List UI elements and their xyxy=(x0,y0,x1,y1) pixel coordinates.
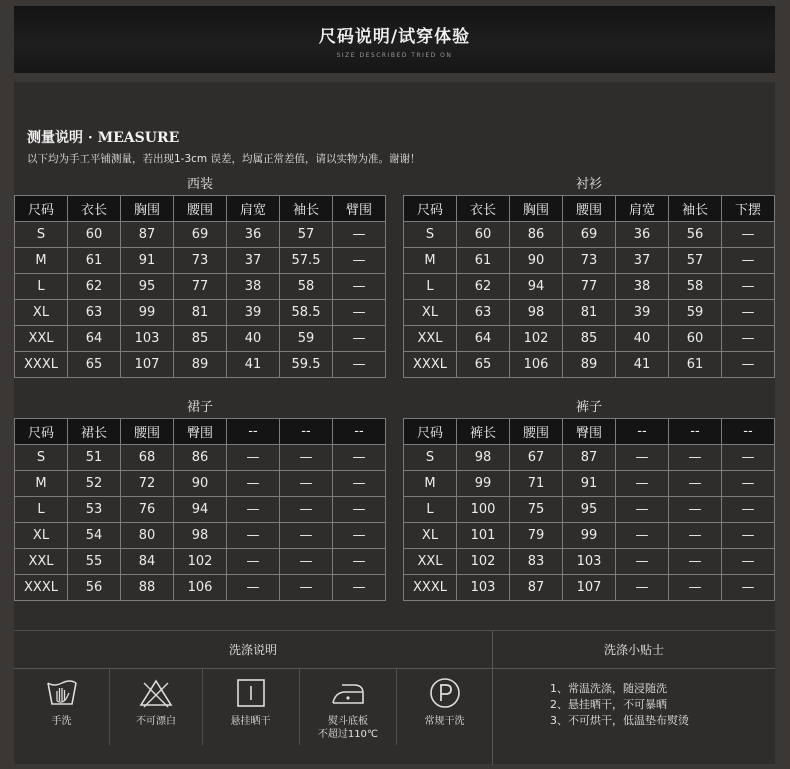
column-header: 尺码 xyxy=(404,419,457,445)
suit-caption: 西装 xyxy=(186,177,213,192)
wash-tips-list xyxy=(550,681,689,729)
table-cell: — xyxy=(669,471,722,497)
column-header: 腰围 xyxy=(174,196,227,222)
table-cell: 65 xyxy=(68,352,121,378)
table-cell: — xyxy=(669,575,722,601)
table-cell: — xyxy=(333,445,386,471)
dry-clean-icon xyxy=(427,677,463,709)
table-cell: L xyxy=(404,274,457,300)
table-cell: 85 xyxy=(174,326,227,352)
table-cell: 60 xyxy=(669,326,722,352)
table-cell: 38 xyxy=(227,274,280,300)
table-cell: 76 xyxy=(121,497,174,523)
table-cell: 103 xyxy=(121,326,174,352)
column-header: 胸围 xyxy=(121,196,174,222)
table-cell: 36 xyxy=(227,222,280,248)
table-cell: 75 xyxy=(510,497,563,523)
table-cell: 88 xyxy=(121,575,174,601)
table-cell: 53 xyxy=(68,497,121,523)
table-cell: L xyxy=(404,497,457,523)
suit-size-table xyxy=(14,195,386,378)
table-cell: — xyxy=(616,471,669,497)
table-cell: 80 xyxy=(121,523,174,549)
table-row xyxy=(404,222,775,248)
table-cell: 58 xyxy=(669,274,722,300)
table-cell: 103 xyxy=(563,549,616,575)
table-cell: 61 xyxy=(457,248,510,274)
table-cell: 94 xyxy=(174,497,227,523)
column-header: 裙长 xyxy=(68,419,121,445)
column-header: 臂围 xyxy=(333,196,386,222)
table-cell: 61 xyxy=(68,248,121,274)
table-cell: 90 xyxy=(510,248,563,274)
table-cell: 40 xyxy=(616,326,669,352)
table-cell: — xyxy=(333,274,386,300)
table-cell: 87 xyxy=(510,575,563,601)
table-cell: 59 xyxy=(669,300,722,326)
shirt-size-table xyxy=(403,195,775,378)
table-row xyxy=(404,523,775,549)
table-cell: 51 xyxy=(68,445,121,471)
table-cell: — xyxy=(227,523,280,549)
table-cell: 89 xyxy=(563,352,616,378)
table-cell: 86 xyxy=(510,222,563,248)
hang-dry-icon xyxy=(233,677,269,709)
table-cell: — xyxy=(722,248,775,274)
table-cell: XXXL xyxy=(404,575,457,601)
column-header: 胸围 xyxy=(510,196,563,222)
table-cell: 58.5 xyxy=(280,300,333,326)
dry-clean-item xyxy=(397,669,492,745)
table-row xyxy=(15,352,386,378)
table-cell: 71 xyxy=(510,471,563,497)
table-cell: 86 xyxy=(174,445,227,471)
column-header: 下摆 xyxy=(722,196,775,222)
table-cell: — xyxy=(333,497,386,523)
table-cell: — xyxy=(333,575,386,601)
table-cell: XXL xyxy=(15,326,68,352)
table-cell: — xyxy=(333,352,386,378)
table-cell: 98 xyxy=(174,523,227,549)
table-cell: XL xyxy=(404,523,457,549)
no-bleach-label: 不可漂白 xyxy=(136,716,176,727)
table-cell: XXXL xyxy=(15,575,68,601)
table-cell: 65 xyxy=(457,352,510,378)
table-cell: XL xyxy=(15,300,68,326)
table-cell: 98 xyxy=(457,445,510,471)
column-header: 腰围 xyxy=(563,196,616,222)
column-header: 尺码 xyxy=(404,196,457,222)
table-cell: 41 xyxy=(227,352,280,378)
column-header: 腰围 xyxy=(510,419,563,445)
table-cell: S xyxy=(15,445,68,471)
hang-dry-label: 悬挂晒干 xyxy=(230,716,271,727)
table-cell: — xyxy=(722,445,775,471)
table-cell: XXL xyxy=(15,549,68,575)
no-bleach-item xyxy=(110,669,202,745)
table-cell: — xyxy=(616,445,669,471)
table-row xyxy=(404,497,775,523)
table-cell: 102 xyxy=(174,549,227,575)
table-cell: 57.5 xyxy=(280,248,333,274)
table-cell: L xyxy=(15,274,68,300)
table-header-row xyxy=(404,196,775,222)
table-cell: 56 xyxy=(669,222,722,248)
table-row xyxy=(15,575,386,601)
table-cell: M xyxy=(15,471,68,497)
table-cell: 54 xyxy=(68,523,121,549)
table-cell: 107 xyxy=(121,352,174,378)
skirt-size-table xyxy=(14,418,386,601)
table-cell: 63 xyxy=(457,300,510,326)
hand-wash-icon xyxy=(44,677,80,709)
table-header-row xyxy=(404,419,775,445)
table-cell: S xyxy=(15,222,68,248)
table-cell: — xyxy=(616,523,669,549)
table-cell: 39 xyxy=(227,300,280,326)
pants-caption: 裤子 xyxy=(575,400,602,415)
table-cell: — xyxy=(616,575,669,601)
table-cell: — xyxy=(227,575,280,601)
table-cell: — xyxy=(280,575,333,601)
column-header: -- xyxy=(669,419,722,445)
table-row xyxy=(15,497,386,523)
wash-tips-title: 洗涤小贴士 xyxy=(603,643,664,657)
table-row xyxy=(404,445,775,471)
column-header: 臀围 xyxy=(174,419,227,445)
table-cell: — xyxy=(333,248,386,274)
table-cell: 99 xyxy=(563,523,616,549)
column-header: 衣长 xyxy=(68,196,121,222)
table-cell: XXL xyxy=(404,326,457,352)
table-cell: 69 xyxy=(563,222,616,248)
column-header: 尺码 xyxy=(15,419,68,445)
table-cell: 81 xyxy=(174,300,227,326)
table-cell: XXL xyxy=(404,549,457,575)
table-cell: L xyxy=(15,497,68,523)
table-cell: 79 xyxy=(510,523,563,549)
table-cell: 102 xyxy=(510,326,563,352)
table-cell: — xyxy=(722,523,775,549)
table-cell: 63 xyxy=(68,300,121,326)
table-cell: 87 xyxy=(121,222,174,248)
table-cell: 73 xyxy=(563,248,616,274)
table-row xyxy=(15,300,386,326)
iron-icon xyxy=(330,677,366,709)
table-cell: — xyxy=(227,445,280,471)
iron-label xyxy=(300,715,396,741)
table-cell: — xyxy=(227,549,280,575)
table-cell: — xyxy=(280,445,333,471)
table-cell: 72 xyxy=(121,471,174,497)
table-cell: — xyxy=(722,326,775,352)
table-cell: 101 xyxy=(457,523,510,549)
column-header: -- xyxy=(616,419,669,445)
column-header: -- xyxy=(280,419,333,445)
skirt-caption: 裙子 xyxy=(186,400,213,415)
table-cell: — xyxy=(669,523,722,549)
table-cell: — xyxy=(280,549,333,575)
table-row xyxy=(15,274,386,300)
table-cell: 52 xyxy=(68,471,121,497)
table-cell: — xyxy=(669,497,722,523)
table-row xyxy=(15,248,386,274)
table-cell: — xyxy=(722,274,775,300)
shirt-caption: 衬衫 xyxy=(575,177,602,192)
banner-subtitle: SIZE DESCRIBED TRIED ON xyxy=(336,52,453,59)
table-cell: — xyxy=(722,300,775,326)
table-cell: — xyxy=(333,222,386,248)
table-cell: 81 xyxy=(563,300,616,326)
table-cell: 89 xyxy=(174,352,227,378)
iron-label-line2: 不超过110℃ xyxy=(317,729,379,740)
table-cell: 85 xyxy=(563,326,616,352)
table-cell: — xyxy=(280,497,333,523)
table-cell: — xyxy=(616,497,669,523)
table-cell: S xyxy=(404,222,457,248)
table-cell: 103 xyxy=(457,575,510,601)
table-cell: 95 xyxy=(121,274,174,300)
table-cell: — xyxy=(227,471,280,497)
table-cell: 91 xyxy=(563,471,616,497)
table-row xyxy=(404,274,775,300)
banner-title: 尺码说明/试穿体验 xyxy=(318,27,471,47)
table-header-row xyxy=(15,196,386,222)
column-header: -- xyxy=(227,419,280,445)
table-cell: — xyxy=(722,497,775,523)
table-cell: 106 xyxy=(174,575,227,601)
measure-title: 测量说明 · MEASURE xyxy=(27,130,180,146)
column-header: -- xyxy=(333,419,386,445)
column-header: 肩宽 xyxy=(227,196,280,222)
table-cell: 40 xyxy=(227,326,280,352)
table-cell: 62 xyxy=(457,274,510,300)
table-row xyxy=(404,300,775,326)
column-header: 裤长 xyxy=(457,419,510,445)
column-header: 袖长 xyxy=(669,196,722,222)
table-cell: 61 xyxy=(669,352,722,378)
table-cell: 62 xyxy=(68,274,121,300)
column-header: 衣长 xyxy=(457,196,510,222)
table-cell: 84 xyxy=(121,549,174,575)
table-row xyxy=(404,575,775,601)
hand-wash-label: 手洗 xyxy=(51,716,72,727)
table-cell: 83 xyxy=(510,549,563,575)
table-cell: — xyxy=(280,523,333,549)
table-row xyxy=(15,326,386,352)
table-cell: — xyxy=(722,352,775,378)
tip-item: 2、悬挂晒干，不可暴晒 xyxy=(550,698,667,711)
table-cell: 59.5 xyxy=(280,352,333,378)
table-cell: 64 xyxy=(68,326,121,352)
table-cell: M xyxy=(404,471,457,497)
table-cell: 41 xyxy=(616,352,669,378)
table-cell: 91 xyxy=(121,248,174,274)
table-cell: — xyxy=(333,523,386,549)
tip-item: 1、常温洗涤，随浸随洗 xyxy=(550,682,667,695)
table-cell: 36 xyxy=(616,222,669,248)
column-header: 肩宽 xyxy=(616,196,669,222)
tip-item: 3、不可烘干，低温垫布熨烫 xyxy=(550,714,689,727)
table-cell: 64 xyxy=(457,326,510,352)
table-cell: XL xyxy=(15,523,68,549)
table-cell: — xyxy=(669,549,722,575)
column-header: 臀围 xyxy=(563,419,616,445)
table-cell: 69 xyxy=(174,222,227,248)
table-cell: 55 xyxy=(68,549,121,575)
table-cell: — xyxy=(333,326,386,352)
table-cell: — xyxy=(280,471,333,497)
table-cell: XXXL xyxy=(404,352,457,378)
pants-size-table xyxy=(403,418,775,601)
table-cell: 57 xyxy=(669,248,722,274)
table-cell: 68 xyxy=(121,445,174,471)
table-cell: 77 xyxy=(563,274,616,300)
table-row xyxy=(404,326,775,352)
table-row xyxy=(15,523,386,549)
table-cell: 57 xyxy=(280,222,333,248)
table-row xyxy=(404,549,775,575)
table-cell: 56 xyxy=(68,575,121,601)
table-cell: 37 xyxy=(616,248,669,274)
header-banner xyxy=(14,6,775,73)
table-cell: 58 xyxy=(280,274,333,300)
table-cell: — xyxy=(722,575,775,601)
table-cell: 90 xyxy=(174,471,227,497)
table-cell: 98 xyxy=(510,300,563,326)
table-cell: 59 xyxy=(280,326,333,352)
table-cell: 77 xyxy=(174,274,227,300)
column-header: 腰围 xyxy=(121,419,174,445)
table-cell: — xyxy=(616,549,669,575)
table-cell: 99 xyxy=(121,300,174,326)
column-header: 袖长 xyxy=(280,196,333,222)
table-cell: M xyxy=(404,248,457,274)
table-cell: — xyxy=(333,549,386,575)
table-cell: — xyxy=(333,471,386,497)
table-cell: 106 xyxy=(510,352,563,378)
table-cell: 87 xyxy=(563,445,616,471)
table-cell: S xyxy=(404,445,457,471)
iron-item xyxy=(300,669,396,745)
table-cell: — xyxy=(722,471,775,497)
table-row xyxy=(15,445,386,471)
table-cell: 107 xyxy=(563,575,616,601)
table-cell: 102 xyxy=(457,549,510,575)
table-cell: 73 xyxy=(174,248,227,274)
table-cell: 67 xyxy=(510,445,563,471)
table-cell: XL xyxy=(404,300,457,326)
wash-title: 洗涤说明 xyxy=(228,643,277,657)
table-row xyxy=(15,222,386,248)
table-header-row xyxy=(15,419,386,445)
table-cell: 94 xyxy=(510,274,563,300)
table-cell: M xyxy=(15,248,68,274)
column-header: 尺码 xyxy=(15,196,68,222)
table-row xyxy=(15,549,386,575)
table-cell: 100 xyxy=(457,497,510,523)
table-cell: 37 xyxy=(227,248,280,274)
iron-label-line1: 熨斗底板 xyxy=(328,716,368,727)
table-cell: 60 xyxy=(457,222,510,248)
table-row xyxy=(404,471,775,497)
table-cell: — xyxy=(227,497,280,523)
hand-wash-item xyxy=(14,669,109,745)
dry-clean-label: 常规干洗 xyxy=(424,716,465,727)
hang-dry-item xyxy=(203,669,298,745)
table-cell: 99 xyxy=(457,471,510,497)
table-cell: — xyxy=(669,445,722,471)
column-header: -- xyxy=(722,419,775,445)
table-cell: 39 xyxy=(616,300,669,326)
table-cell: — xyxy=(722,549,775,575)
table-row xyxy=(15,471,386,497)
table-cell: 95 xyxy=(563,497,616,523)
table-row xyxy=(404,248,775,274)
table-row xyxy=(404,352,775,378)
measure-note: 以下均为手工平铺测量，若出现1-3cm 误差，均属正常差值，请以实物为准。谢谢！ xyxy=(27,153,421,165)
table-cell: — xyxy=(333,300,386,326)
table-cell: 38 xyxy=(616,274,669,300)
table-cell: 60 xyxy=(68,222,121,248)
table-cell: — xyxy=(722,222,775,248)
table-cell: XXXL xyxy=(15,352,68,378)
no-bleach-icon xyxy=(138,677,174,709)
